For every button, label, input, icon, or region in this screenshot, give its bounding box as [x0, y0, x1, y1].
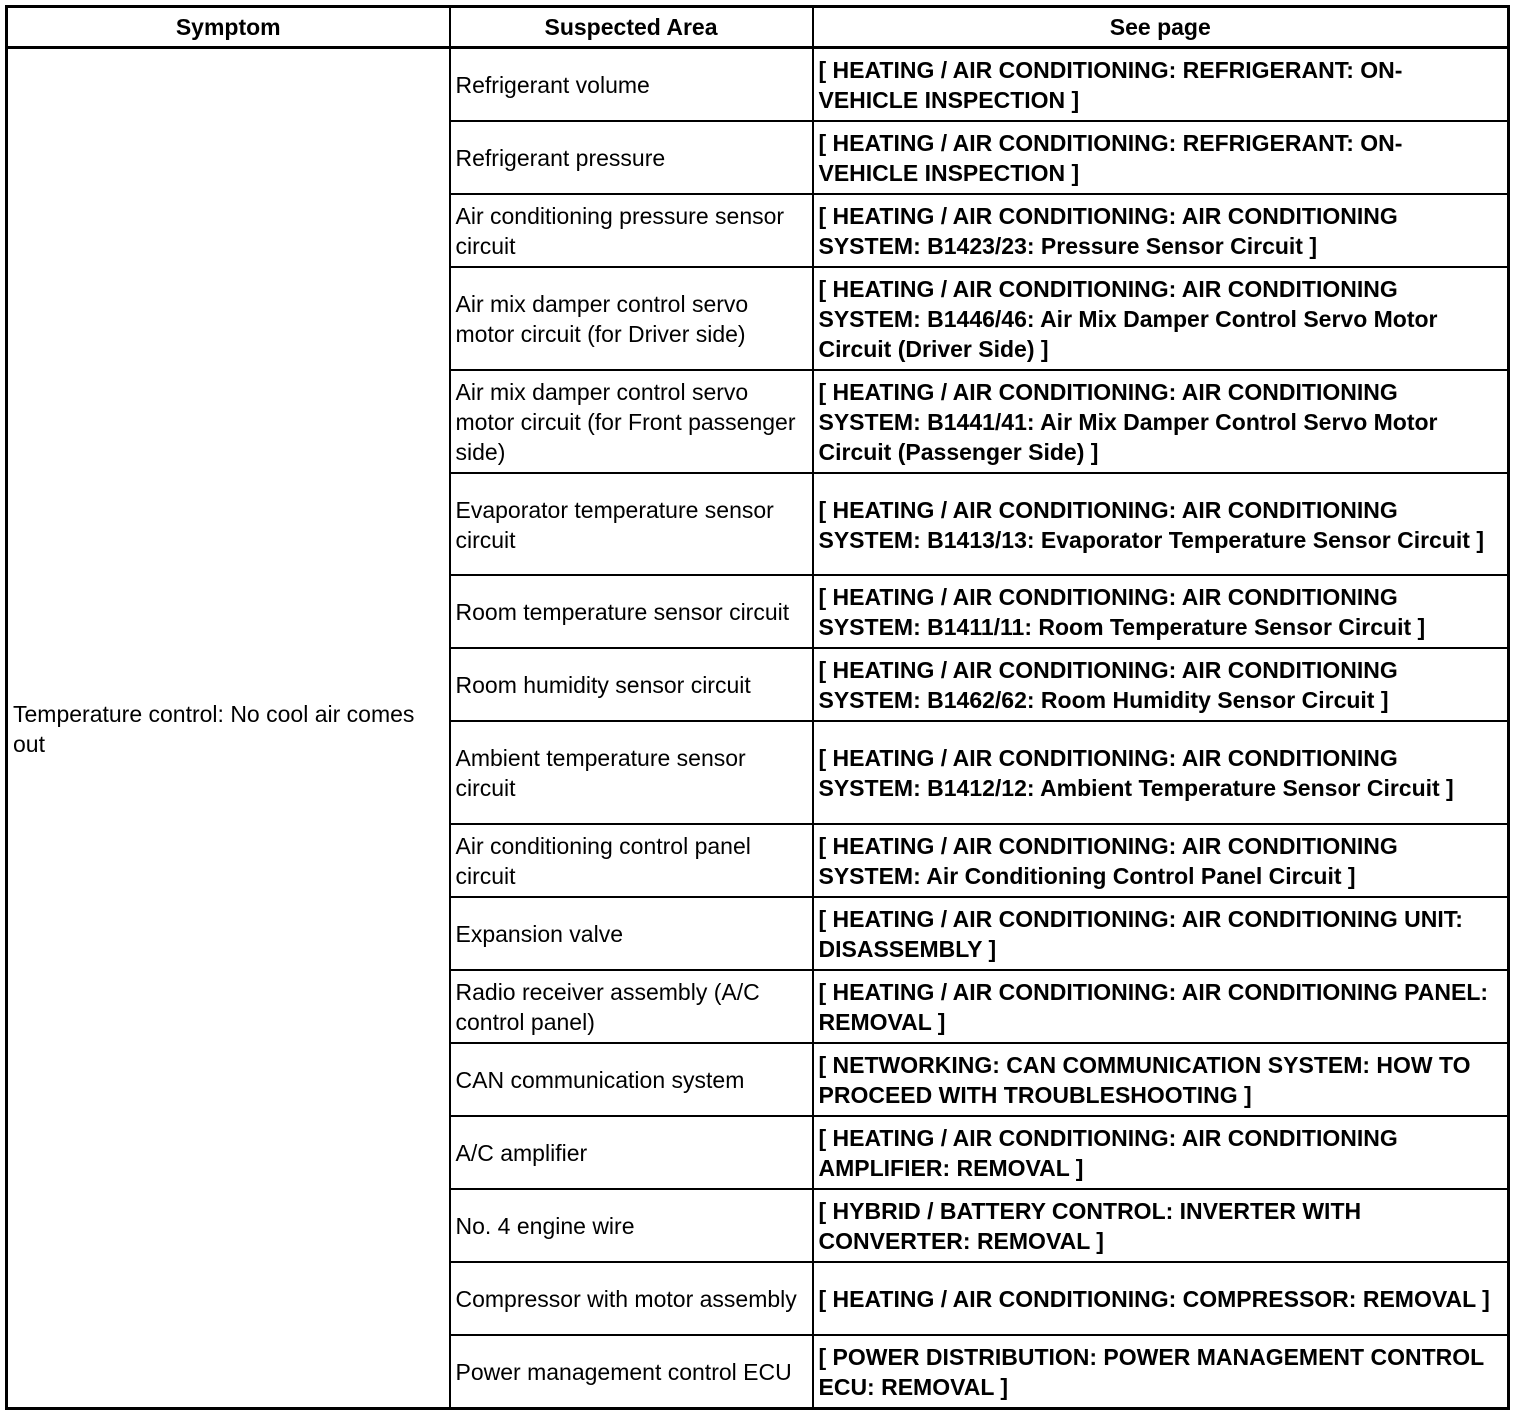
suspected-area-cell: Ambient temperature sensor circuit: [450, 721, 813, 824]
suspected-area-cell: Air mix damper control servo motor circuit (for Front passenger side): [450, 370, 813, 473]
header-see-page: See page: [813, 7, 1509, 48]
header-suspected-area: Suspected Area: [450, 7, 813, 48]
suspected-area-cell: Compressor with motor assembly: [450, 1262, 813, 1335]
see-page-cell: [ NETWORKING: CAN COMMUNICATION SYSTEM: HOW TO PROCEED WITH TROUBLESHOOTING ]: [813, 1043, 1509, 1116]
suspected-area-cell: Radio receiver assembly (A/C control panel): [450, 970, 813, 1043]
suspected-area-cell: Power management control ECU: [450, 1335, 813, 1409]
see-page-cell: [ HEATING / AIR CONDITIONING: AIR CONDITIONING SYSTEM: B1412/12: Ambient Temperature Sensor Circuit ]: [813, 721, 1509, 824]
suspected-area-cell: No. 4 engine wire: [450, 1189, 813, 1262]
suspected-area-cell: Expansion valve: [450, 897, 813, 970]
suspected-area-cell: CAN communication system: [450, 1043, 813, 1116]
see-page-cell: [ HEATING / AIR CONDITIONING: AIR CONDITIONING PANEL: REMOVAL ]: [813, 970, 1509, 1043]
see-page-cell: [ HEATING / AIR CONDITIONING: AIR CONDITIONING SYSTEM: B1423/23: Pressure Sensor Circuit ]: [813, 194, 1509, 267]
table-row: [7, 48, 1509, 122]
see-page-cell: [ HEATING / AIR CONDITIONING: COMPRESSOR: REMOVAL ]: [813, 1262, 1509, 1335]
suspected-area-cell: Evaporator temperature sensor circuit: [450, 473, 813, 575]
see-page-cell: [ POWER DISTRIBUTION: POWER MANAGEMENT CONTROL ECU: REMOVAL ]: [813, 1335, 1509, 1409]
header-row: [7, 7, 1509, 48]
suspected-area-cell: Refrigerant pressure: [450, 121, 813, 194]
see-page-cell: [ HEATING / AIR CONDITIONING: AIR CONDITIONING SYSTEM: B1446/46: Air Mix Damper Control Servo Motor Circuit (Driver Side) ]: [813, 267, 1509, 370]
header-symptom: Symptom: [7, 7, 450, 48]
suspected-area-cell: Room humidity sensor circuit: [450, 648, 813, 721]
see-page-cell: [ HEATING / AIR CONDITIONING: AIR CONDITIONING SYSTEM: B1441/41: Air Mix Damper Control Servo Motor Circuit (Passenger Side) ]: [813, 370, 1509, 473]
see-page-cell: [ HEATING / AIR CONDITIONING: AIR CONDITIONING UNIT: DISASSEMBLY ]: [813, 897, 1509, 970]
symptom-cell: Temperature control: No cool air comes out: [7, 48, 450, 1409]
see-page-cell: [ HEATING / AIR CONDITIONING: REFRIGERANT: ON-VEHICLE INSPECTION ]: [813, 121, 1509, 194]
suspected-area-cell: A/C amplifier: [450, 1116, 813, 1189]
see-page-cell: [ HYBRID / BATTERY CONTROL: INVERTER WITH CONVERTER: REMOVAL ]: [813, 1189, 1509, 1262]
see-page-cell: [ HEATING / AIR CONDITIONING: AIR CONDITIONING SYSTEM: B1411/11: Room Temperature Sensor Circuit ]: [813, 575, 1509, 648]
see-page-cell: [ HEATING / AIR CONDITIONING: AIR CONDITIONING SYSTEM: B1462/62: Room Humidity Sensor Circuit ]: [813, 648, 1509, 721]
see-page-cell: [ HEATING / AIR CONDITIONING: REFRIGERANT: ON-VEHICLE INSPECTION ]: [813, 48, 1509, 122]
troubleshooting-table: [5, 5, 1510, 1410]
see-page-cell: [ HEATING / AIR CONDITIONING: AIR CONDITIONING SYSTEM: B1413/13: Evaporator Temperature Sensor Circuit ]: [813, 473, 1509, 575]
see-page-cell: [ HEATING / AIR CONDITIONING: AIR CONDITIONING SYSTEM: Air Conditioning Control Panel Circuit ]: [813, 824, 1509, 897]
suspected-area-cell: Air conditioning control panel circuit: [450, 824, 813, 897]
see-page-cell: [ HEATING / AIR CONDITIONING: AIR CONDITIONING AMPLIFIER: REMOVAL ]: [813, 1116, 1509, 1189]
suspected-area-cell: Room temperature sensor circuit: [450, 575, 813, 648]
suspected-area-cell: Air mix damper control servo motor circuit (for Driver side): [450, 267, 813, 370]
suspected-area-cell: Air conditioning pressure sensor circuit: [450, 194, 813, 267]
suspected-area-cell: Refrigerant volume: [450, 48, 813, 122]
